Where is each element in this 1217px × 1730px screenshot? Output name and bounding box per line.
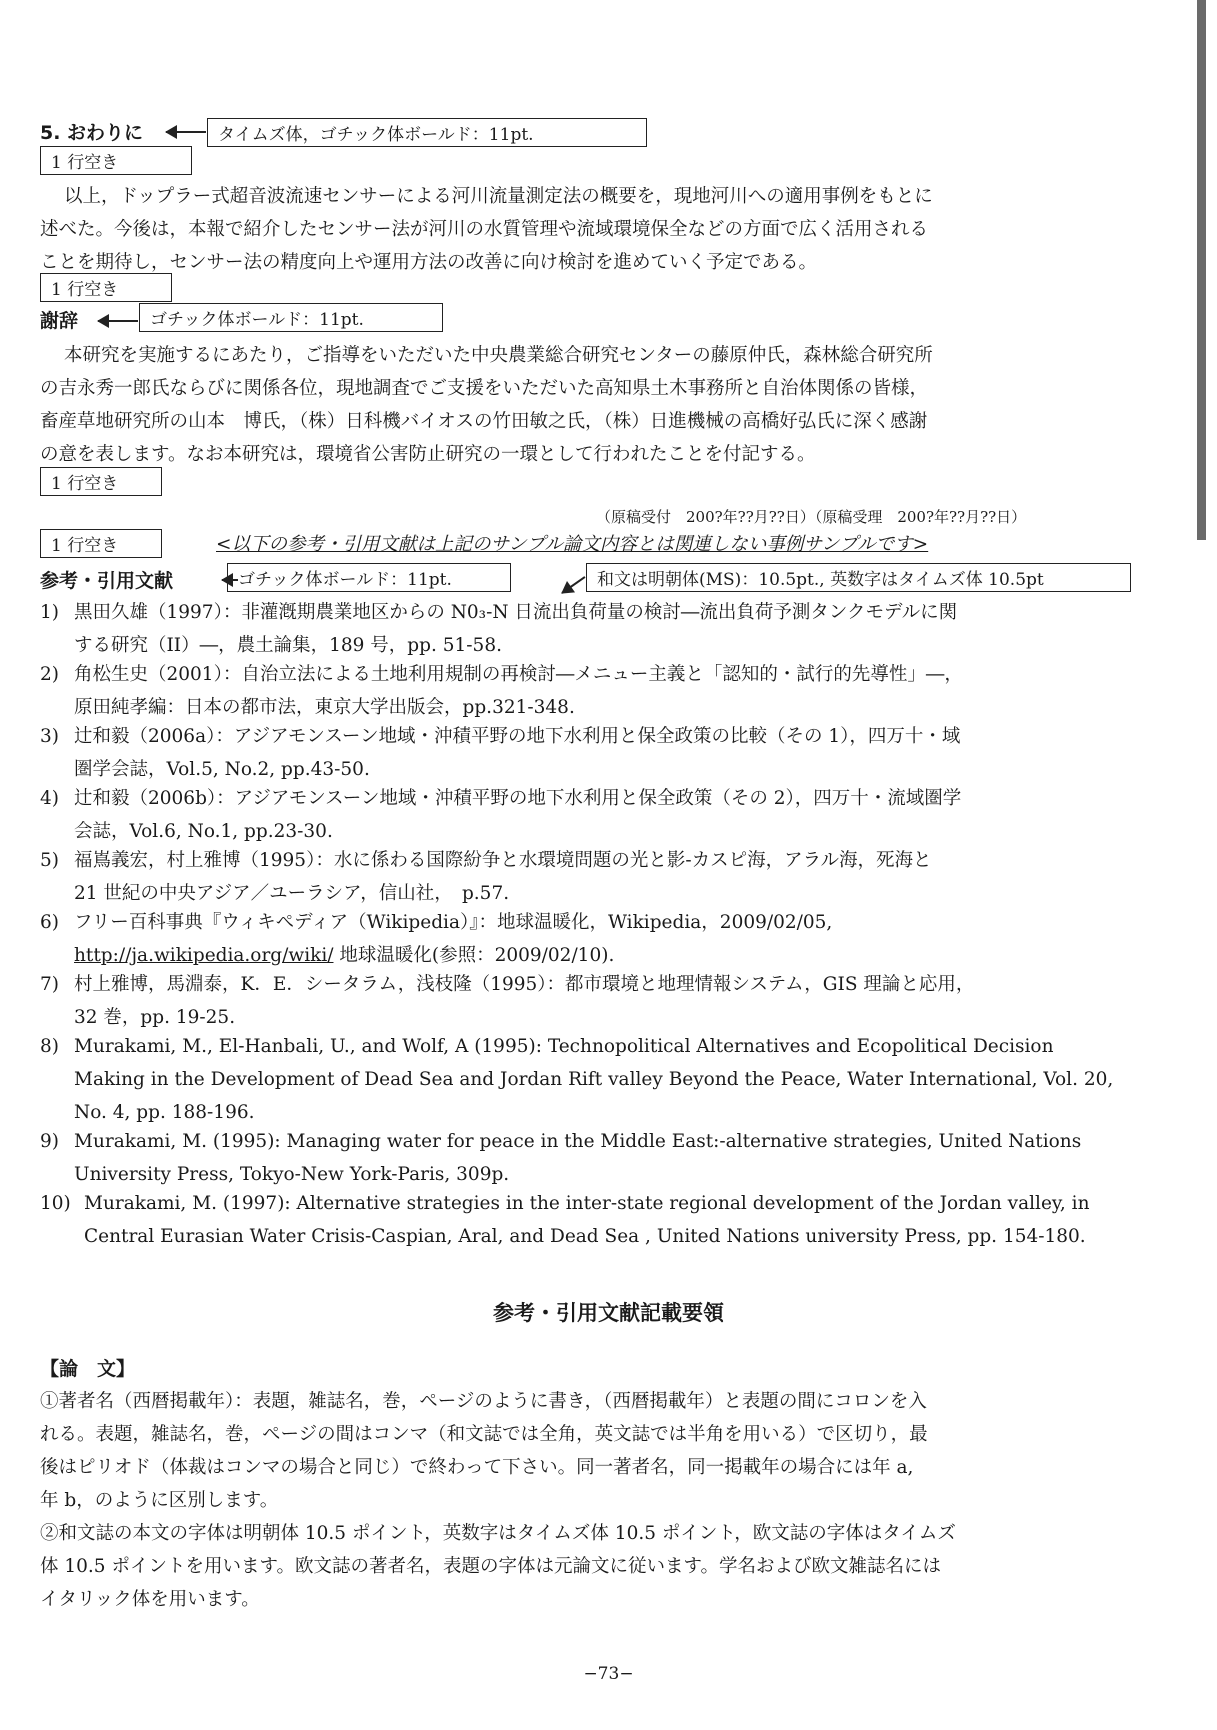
- reference-url-link[interactable]: http://ja.wikipedia.org/wiki/: [74, 945, 334, 966]
- format-note-text: タイムズ体，ゴチック体ボールド：11pt.: [218, 125, 534, 145]
- guidelines-title: 参考・引用文献記載要領: [493, 1301, 724, 1325]
- reference-line: Murakami, M. (1995): Managing water for peace in the Middle East:-alternative strategies, United Nations: [74, 1131, 1082, 1152]
- reference-line: する研究（II）―，農土論集，189 号，pp. 51-58.: [74, 635, 502, 656]
- text-line: ことを期待し，センサー法の精度向上や運用方法の改善に向け検討を進めていく予定である。: [40, 252, 818, 273]
- reference-number: 5): [40, 850, 59, 871]
- blank-line-text: 1 行空き: [51, 474, 119, 494]
- reference-line: 角松生史（2001）：自治立法による土地利用規制の再検討―メニュー主義と「認知的・試行的先導性」―，: [74, 664, 963, 685]
- reference-item: [40, 782, 1090, 848]
- reference-item: [40, 968, 1090, 1034]
- text-line: 以上，ドップラー式超音波流速センサーによる河川流量測定法の概要を，現地河川への適用事例をもとに: [64, 186, 933, 207]
- reference-number: 8): [40, 1036, 59, 1057]
- reference-line: 会誌，Vol.6, No.1, pp.23-30.: [74, 821, 333, 842]
- reference-line: 32 巻，pp. 19-25.: [74, 1007, 236, 1028]
- text-line: の意を表します。なお本研究は，環境省公害防止研究の一環として行われたことを付記する。: [40, 444, 816, 465]
- format-note-box: [227, 563, 511, 592]
- text-line: ②和文誌の本文の字体は明朝体 10.5 ポイント，英数字はタイムズ体 10.5 ポイント，欧文誌の字体はタイムズ: [40, 1523, 956, 1544]
- reference-item: [40, 1125, 1090, 1191]
- reference-line: 黒田久雄（1997）：非灌漑期農業地区からの N0₃-N 日流出負荷量の検討―流出負荷予測タンクモデルに関: [74, 602, 958, 623]
- font-note-text: 和文は明朝体(MS)：10.5pt., 英数字はタイムズ体 10.5pt: [597, 570, 1044, 590]
- text-line: 後はピリオド（体裁はコンマの場合と同じ）で終わって下さい。同一著者名，同一掲載年の場合には年 a,: [40, 1457, 914, 1478]
- reference-line: 地球温暖化(参照：2009/02/10).: [339, 945, 615, 966]
- format-note-text: ゴチック体ボールド：11pt.: [238, 570, 452, 590]
- text-line: ①著者名（西暦掲載年）：表題，雑誌名，巻，ページのように書き，（西暦掲載年）と表題の間にコロンを入: [40, 1391, 927, 1412]
- reference-line: 圏学会誌，Vol.5, No.2, pp.43-50.: [74, 759, 370, 780]
- sample-note: <以下の参考・引用文献は上記のサンプル論文内容とは関連しない事例サンプルです>: [216, 534, 929, 555]
- format-note-box: [207, 118, 647, 147]
- format-note-box: [139, 303, 443, 332]
- reference-line: Making in the Development of Dead Sea and Jordan Rift valley Beyond the Peace, Water International, Vol. 20,: [74, 1069, 1114, 1090]
- page-number: −73−: [583, 1664, 634, 1684]
- blank-line-text: 1 行空き: [51, 280, 119, 300]
- reference-item: [40, 1030, 1114, 1129]
- reference-line: 辻和毅（2006a）：アジアモンスーン地域・沖積平野の地下水利用と保全政策の比較（その 1），四万十・域: [74, 726, 961, 747]
- reference-line: Murakami, M. (1997): Alternative strategies in the inter-state regional development of the Jordan valley, in: [84, 1193, 1090, 1214]
- reference-line: Murakami, M., El-Hanbali, U., and Wolf, A (1995): Technopolitical Alternatives and Ecopolitical Decision: [74, 1036, 1054, 1057]
- reference-line: 福嶌義宏，村上雅博（1995）：水に係わる国際紛争と水環境問題の光と影-カスピ海，アラル海，死海と: [74, 850, 932, 871]
- reference-line: 村上雅博，馬淵泰，K．E．シータラム，浅枝隆（1995）：都市環境と地理情報システム，GIS 理論と応用，: [74, 974, 975, 995]
- format-note-text: ゴチック体ボールド：11pt.: [150, 310, 364, 330]
- scan-edge-shadow: [1197, 0, 1206, 540]
- text-line: の吉永秀一郎氏ならびに関係各位，現地調査でご支援をいただいた高知県土木事務所と自治体関係の皆様，: [40, 378, 929, 399]
- reference-number: 2): [40, 664, 59, 685]
- reference-number: 7): [40, 974, 59, 995]
- guidelines-subheading: 【論 文】: [40, 1358, 136, 1380]
- reference-line: Central Eurasian Water Crisis-Caspian, Aral, and Dead Sea , United Nations university Press, pp. 154-180.: [84, 1226, 1086, 1247]
- reference-item: [40, 658, 1090, 724]
- reference-number: 9): [40, 1131, 59, 1152]
- reference-number: 6): [40, 912, 59, 933]
- font-note-box: [586, 563, 1131, 592]
- reference-line: 原田純孝編：日本の都市法，東京大学出版会，pp.321-348.: [74, 697, 575, 718]
- blank-line-box: [40, 467, 162, 496]
- reference-line: No. 4, pp. 188-196.: [74, 1102, 255, 1123]
- text-line: 本研究を実施するにあたり，ご指導をいただいた中央農業総合研究センターの藤原仲氏，森林総合研究所: [64, 345, 933, 366]
- blank-line-text: 1 行空き: [51, 153, 119, 173]
- arrow-left-icon: [98, 320, 138, 322]
- reference-item: [40, 844, 1090, 910]
- reference-item: [40, 720, 1090, 786]
- reference-number: 4): [40, 788, 59, 809]
- blank-line-box: [40, 146, 192, 175]
- references-heading: 参考・引用文献: [40, 570, 174, 592]
- guidelines-paragraph-1: [40, 1385, 1090, 1517]
- arrow-left-icon: [166, 131, 206, 133]
- acknowledgment-heading: 謝辞: [40, 310, 79, 332]
- reference-line: 21 世紀の中央アジア／ユーラシア，信山社， p.57.: [74, 883, 510, 904]
- blank-line-box: [40, 529, 162, 558]
- blank-line-text: 1 行空き: [51, 536, 119, 556]
- reference-number: 3): [40, 726, 59, 747]
- section-heading: 5. おわりに: [40, 122, 144, 144]
- text-line: 体 10.5 ポイントを用います。欧文誌の著者名，表題の字体は元論文に従います。学名および欧文雑誌名には: [40, 1556, 941, 1577]
- text-line: 畜産草地研究所の山本 博氏，（株）日科機バイオスの竹田敏之氏，（株）日進機械の高橋好弘氏に深く感謝: [40, 411, 928, 432]
- reference-item: [40, 906, 1090, 972]
- reference-number: 1): [40, 602, 59, 623]
- text-line: 年 b，のように区別します。: [40, 1490, 279, 1511]
- manuscript-dates: （原稿受付 200?年??月??日）（原稿受理 200?年??月??日）: [596, 508, 1027, 526]
- reference-item: [40, 1187, 1090, 1253]
- guidelines-paragraph-2: [40, 1517, 1090, 1616]
- text-line: れる。表題，雑誌名，巻，ページの間はコンマ（和文誌では全角，英文誌では半角を用いる）で区切り，最: [40, 1424, 928, 1445]
- reference-item: [40, 596, 1090, 662]
- reference-number: 10): [40, 1193, 71, 1214]
- acknowledgment-paragraph: [40, 339, 1080, 471]
- text-line: 述べた。今後は，本報で紹介したセンサー法が河川の水質管理や流域環境保全などの方面で広く活用される: [40, 219, 929, 240]
- reference-line: フリー百科事典『ウィキペディア（Wikipedia）』：地球温暖化，Wikipedia，2009/02/05,: [74, 912, 833, 933]
- reference-line: University Press, Tokyo-New York-Paris, 309p.: [74, 1164, 510, 1185]
- reference-line: 辻和毅（2006b）：アジアモンスーン地域・沖積平野の地下水利用と保全政策（その 2），四万十・流域圏学: [74, 788, 962, 809]
- arrow-diagonal-icon: [561, 576, 585, 594]
- blank-line-box: [40, 273, 172, 302]
- section5-paragraph: [40, 180, 1080, 279]
- text-line: イタリック体を用います。: [40, 1589, 260, 1610]
